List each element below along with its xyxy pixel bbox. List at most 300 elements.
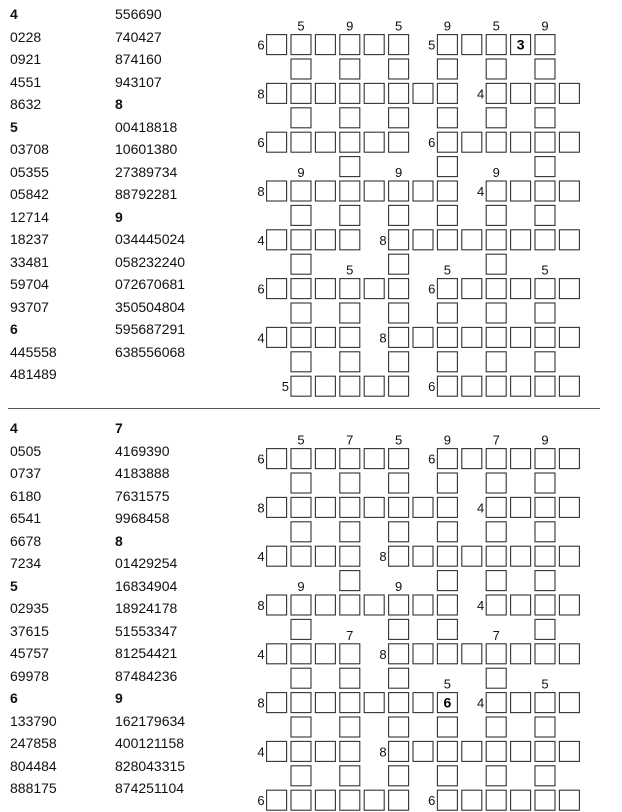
- grid-cell[interactable]: [291, 254, 311, 274]
- grid-cell[interactable]: [267, 595, 287, 615]
- grid-cell[interactable]: [389, 717, 409, 737]
- grid-cell[interactable]: [511, 449, 531, 469]
- grid-cell[interactable]: [486, 644, 506, 664]
- word-entry: 03708: [10, 141, 49, 157]
- grid-cell[interactable]: [364, 595, 384, 615]
- grid-cell[interactable]: [535, 546, 555, 566]
- grid-cell[interactable]: [437, 376, 457, 396]
- word-entry: 05355: [10, 163, 49, 180]
- grid-cell[interactable]: [486, 522, 506, 542]
- grid-cell[interactable]: [535, 205, 555, 225]
- grid-cell[interactable]: [315, 230, 335, 250]
- across-length-label: 4: [257, 330, 265, 346]
- grid-cell[interactable]: [389, 108, 409, 128]
- grid-cell[interactable]: [437, 546, 457, 566]
- grid-cell[interactable]: [291, 181, 311, 201]
- length-header: 6: [10, 690, 18, 706]
- across-length-label: 8: [257, 184, 265, 199]
- grid-cell[interactable]: [340, 352, 360, 372]
- grid-cell[interactable]: [267, 644, 287, 664]
- grid-cell[interactable]: [340, 83, 360, 103]
- grid-cell[interactable]: [267, 497, 287, 517]
- grid-cell[interactable]: [559, 181, 579, 201]
- grid-cell[interactable]: [437, 644, 457, 664]
- grid-cell[interactable]: [267, 327, 287, 347]
- word-entry: 133790: [10, 712, 57, 729]
- grid-cell[interactable]: [535, 693, 555, 713]
- grid-cell[interactable]: [364, 790, 384, 810]
- grid-cell[interactable]: [389, 181, 409, 201]
- grid-cell[interactable]: [315, 327, 335, 347]
- grid-cell[interactable]: [291, 497, 311, 517]
- grid-cell[interactable]: [535, 522, 555, 542]
- grid-cell[interactable]: [389, 619, 409, 639]
- across-length-label: 4: [257, 646, 265, 662]
- grid-cell[interactable]: [364, 693, 384, 713]
- grid-cell[interactable]: [535, 230, 555, 250]
- grid-cell[interactable]: [267, 181, 287, 201]
- grid-cell[interactable]: [340, 303, 360, 323]
- grid-cell[interactable]: [486, 108, 506, 128]
- grid-cell[interactable]: [315, 376, 335, 396]
- grid-cell[interactable]: [389, 254, 409, 274]
- grid-cell[interactable]: [413, 181, 433, 201]
- grid-cell[interactable]: [437, 473, 457, 493]
- word-entry: 943107: [115, 73, 162, 90]
- word-entry: 7234: [10, 555, 42, 571]
- grid-cell[interactable]: [413, 327, 433, 347]
- grid-cell[interactable]: [291, 473, 311, 493]
- grid-cell[interactable]: [511, 181, 531, 201]
- grid-cell[interactable]: [364, 497, 384, 517]
- grid-cell[interactable]: [389, 230, 409, 250]
- grid-cell[interactable]: [511, 741, 531, 761]
- grid-cell[interactable]: [291, 59, 311, 79]
- grid-cell[interactable]: [291, 790, 311, 810]
- grid-cell[interactable]: [364, 449, 384, 469]
- grid-cell[interactable]: [559, 790, 579, 810]
- grid-cell[interactable]: [511, 132, 531, 152]
- grid-cell[interactable]: [462, 741, 482, 761]
- grid-cell[interactable]: [267, 693, 287, 713]
- word-entry: 350504804: [115, 298, 186, 315]
- grid-cell[interactable]: [364, 279, 384, 299]
- grid-cell[interactable]: [315, 741, 335, 761]
- grid-cell[interactable]: [315, 449, 335, 469]
- grid-cell[interactable]: [291, 108, 311, 128]
- grid-cell[interactable]: [267, 449, 287, 469]
- grid-cell[interactable]: [486, 693, 506, 713]
- grid-cell[interactable]: [437, 35, 457, 55]
- grid-cell[interactable]: [340, 497, 360, 517]
- grid-cell[interactable]: [437, 741, 457, 761]
- grid-cell[interactable]: [535, 157, 555, 177]
- grid-cell[interactable]: [535, 59, 555, 79]
- grid-cell[interactable]: [267, 279, 287, 299]
- grid-cell[interactable]: [535, 132, 555, 152]
- grid-cell[interactable]: [315, 181, 335, 201]
- grid-cell[interactable]: [437, 522, 457, 542]
- grid-cell[interactable]: [437, 717, 457, 737]
- word-entry: 00418818: [115, 118, 178, 135]
- grid-cell[interactable]: [486, 497, 506, 517]
- grid-cell[interactable]: [267, 132, 287, 152]
- grid-cell[interactable]: [535, 35, 555, 55]
- grid-cell[interactable]: [291, 717, 311, 737]
- grid-cell[interactable]: [291, 766, 311, 786]
- grid-cell[interactable]: [291, 619, 311, 639]
- grid-cell[interactable]: [486, 83, 506, 103]
- grid-cell[interactable]: [535, 376, 555, 396]
- grid-cell[interactable]: [267, 741, 287, 761]
- word-entry: 804484: [10, 757, 57, 774]
- length-header: 6: [10, 321, 18, 337]
- across-length-label: 4: [476, 500, 485, 516]
- grid-cell[interactable]: [486, 352, 506, 372]
- grid-cell[interactable]: [486, 717, 506, 737]
- grid-cell[interactable]: [340, 230, 360, 250]
- grid-cell[interactable]: [486, 205, 506, 225]
- across-length-label: 6: [428, 135, 436, 151]
- grid-cell[interactable]: [340, 181, 360, 201]
- grid-cell[interactable]: [291, 35, 311, 55]
- grid-cell[interactable]: [291, 376, 311, 396]
- grid-cell[interactable]: [486, 449, 506, 469]
- word-entry: 18924178: [115, 600, 178, 616]
- grid-cell[interactable]: [389, 132, 409, 152]
- grid-cell[interactable]: [389, 352, 409, 372]
- grid-cell[interactable]: [559, 497, 579, 517]
- grid-cell[interactable]: [340, 473, 360, 493]
- grid-cell[interactable]: [291, 205, 311, 225]
- grid-cell[interactable]: [535, 473, 555, 493]
- grid-cell[interactable]: [535, 279, 555, 299]
- grid-cell[interactable]: [462, 327, 482, 347]
- word-entry: 058232240: [115, 253, 186, 270]
- grid-cell[interactable]: [486, 230, 506, 250]
- grid-cell[interactable]: [340, 279, 360, 299]
- grid-cell[interactable]: [511, 693, 531, 713]
- grid-cell[interactable]: [389, 35, 409, 55]
- grid-cell[interactable]: [340, 449, 360, 469]
- grid-cell[interactable]: [486, 668, 506, 688]
- grid-cell[interactable]: [340, 35, 360, 55]
- word-entry: 81254421: [115, 645, 178, 661]
- grid-cell[interactable]: [291, 327, 311, 347]
- grid-cell[interactable]: [291, 132, 311, 152]
- grid-cell[interactable]: [340, 327, 360, 347]
- grid-cell[interactable]: [340, 108, 360, 128]
- grid-cell[interactable]: [413, 741, 433, 761]
- across-length-label: 8: [257, 598, 265, 613]
- grid-cell[interactable]: [437, 205, 457, 225]
- grid-cell[interactable]: [291, 83, 311, 103]
- grid-cell[interactable]: [389, 790, 409, 810]
- grid-cell[interactable]: [559, 546, 579, 566]
- grid-cell[interactable]: [437, 83, 457, 103]
- down-length-label: 7: [492, 432, 500, 448]
- grid-cell[interactable]: [389, 546, 409, 566]
- grid-cell[interactable]: [559, 327, 579, 347]
- grid-cell[interactable]: [486, 327, 506, 347]
- grid-cell[interactable]: [291, 595, 311, 615]
- grid-cell[interactable]: [315, 497, 335, 517]
- word-entry: 445558: [10, 343, 57, 360]
- grid-cell[interactable]: [389, 83, 409, 103]
- grid-cell[interactable]: [535, 497, 555, 517]
- grid-cell[interactable]: [364, 132, 384, 152]
- word-entry: 93707: [10, 298, 49, 315]
- grid-cell[interactable]: [486, 35, 506, 55]
- grid-cell[interactable]: [535, 83, 555, 103]
- grid-cell[interactable]: [291, 741, 311, 761]
- grid-cell[interactable]: [291, 279, 311, 299]
- grid-cell[interactable]: [559, 693, 579, 713]
- across-length-label: 4: [476, 598, 485, 613]
- grid-cell[interactable]: [340, 766, 360, 786]
- grid-cell[interactable]: [462, 230, 482, 250]
- grid-cell[interactable]: [462, 132, 482, 152]
- grid-cell[interactable]: [559, 741, 579, 761]
- down-length-label: 5: [492, 18, 500, 34]
- grid-cell[interactable]: [389, 497, 409, 517]
- grid-cell[interactable]: [291, 449, 311, 469]
- grid-cell[interactable]: [559, 595, 579, 615]
- grid-cell[interactable]: [535, 352, 555, 372]
- grid-cell[interactable]: [437, 59, 457, 79]
- grid-cell[interactable]: [389, 473, 409, 493]
- grid-cell[interactable]: [389, 59, 409, 79]
- down-length-label: 9: [541, 432, 549, 448]
- grid-cell[interactable]: [486, 254, 506, 274]
- grid-cell[interactable]: [389, 327, 409, 347]
- grid-cell[interactable]: [315, 644, 335, 664]
- grid-cell[interactable]: [535, 766, 555, 786]
- grid-cell[interactable]: [340, 693, 360, 713]
- grid-cell[interactable]: [559, 449, 579, 469]
- grid-cell[interactable]: [389, 522, 409, 542]
- grid-cell[interactable]: [340, 741, 360, 761]
- grid-cell[interactable]: [291, 352, 311, 372]
- grid-cell[interactable]: [267, 790, 287, 810]
- grid-cell[interactable]: [437, 303, 457, 323]
- word-entry: 034445024: [115, 231, 186, 247]
- grid-cell[interactable]: [486, 279, 506, 299]
- grid-cell[interactable]: [559, 644, 579, 664]
- grid-cell[interactable]: [511, 230, 531, 250]
- grid-cell[interactable]: [340, 157, 360, 177]
- grid-cell[interactable]: [559, 132, 579, 152]
- grid-cell[interactable]: [267, 546, 287, 566]
- grid-cell[interactable]: [486, 595, 506, 615]
- grid-cell[interactable]: [559, 376, 579, 396]
- grid-cell[interactable]: [413, 644, 433, 664]
- given-digit: 6: [443, 694, 452, 711]
- grid-cell[interactable]: [486, 473, 506, 493]
- grid-cell[interactable]: [486, 766, 506, 786]
- grid-cell[interactable]: [511, 83, 531, 103]
- grid-cell[interactable]: [413, 497, 433, 517]
- across-length-label: 6: [257, 281, 265, 297]
- grid-cell[interactable]: [462, 449, 482, 469]
- grid-cell[interactable]: [486, 132, 506, 152]
- grid-cell[interactable]: [437, 449, 457, 469]
- grid-cell[interactable]: [437, 595, 457, 615]
- grid-cell[interactable]: [340, 522, 360, 542]
- grid-cell[interactable]: [315, 546, 335, 566]
- grid-cell[interactable]: [340, 376, 360, 396]
- down-length-label: 9: [297, 165, 305, 180]
- grid-cell[interactable]: [535, 741, 555, 761]
- grid-cell[interactable]: [486, 376, 506, 396]
- grid-cell[interactable]: [340, 571, 360, 591]
- down-length-label: 9: [443, 432, 452, 448]
- grid-cell[interactable]: [559, 279, 579, 299]
- word-entry: 0505: [10, 442, 42, 459]
- grid-cell[interactable]: [364, 181, 384, 201]
- grid-cell[interactable]: [437, 132, 457, 152]
- crossnumber-grid: [0, 414, 622, 812]
- grid-cell[interactable]: [315, 35, 335, 55]
- across-length-label: 6: [428, 281, 436, 297]
- grid-cell[interactable]: [364, 35, 384, 55]
- grid-cell[interactable]: [291, 230, 311, 250]
- grid-cell[interactable]: [511, 546, 531, 566]
- grid-cell[interactable]: [389, 644, 409, 664]
- grid-cell[interactable]: [511, 595, 531, 615]
- grid-cell[interactable]: [389, 741, 409, 761]
- grid-cell[interactable]: [462, 279, 482, 299]
- grid-cell[interactable]: [389, 449, 409, 469]
- grid-cell[interactable]: [462, 35, 482, 55]
- grid-cell[interactable]: [389, 595, 409, 615]
- grid-cell[interactable]: [389, 303, 409, 323]
- grid-cell[interactable]: [340, 205, 360, 225]
- grid-cell[interactable]: [437, 181, 457, 201]
- grid-cell[interactable]: [389, 279, 409, 299]
- grid-cell[interactable]: [291, 546, 311, 566]
- grid-cell[interactable]: [437, 571, 457, 591]
- grid-cell[interactable]: [559, 230, 579, 250]
- grid-cell[interactable]: [437, 327, 457, 347]
- grid-cell[interactable]: [535, 303, 555, 323]
- grid-cell[interactable]: [340, 717, 360, 737]
- word-entry: 51553347: [115, 622, 178, 639]
- word-entry: 12714: [10, 208, 49, 225]
- grid-cell[interactable]: [437, 790, 457, 810]
- grid-cell[interactable]: [413, 693, 433, 713]
- grid-cell[interactable]: [340, 59, 360, 79]
- grid-cell[interactable]: [437, 497, 457, 517]
- grid-cell[interactable]: [291, 668, 311, 688]
- word-entry: 8632: [10, 96, 42, 112]
- grid-cell[interactable]: [340, 132, 360, 152]
- grid-cell[interactable]: [291, 644, 311, 664]
- grid-cell[interactable]: [267, 83, 287, 103]
- grid-cell[interactable]: [535, 108, 555, 128]
- grid-cell[interactable]: [389, 205, 409, 225]
- grid-cell[interactable]: [340, 644, 360, 664]
- down-length-label: 5: [541, 262, 549, 278]
- grid-cell[interactable]: [437, 766, 457, 786]
- grid-cell[interactable]: [462, 546, 482, 566]
- grid-cell[interactable]: [413, 83, 433, 103]
- grid-cell[interactable]: [389, 693, 409, 713]
- grid-cell[interactable]: [437, 619, 457, 639]
- grid-cell[interactable]: [413, 546, 433, 566]
- grid-cell[interactable]: [437, 279, 457, 299]
- grid-cell[interactable]: [535, 717, 555, 737]
- grid-cell[interactable]: [315, 693, 335, 713]
- across-length-label: 6: [428, 379, 436, 395]
- grid-cell[interactable]: [291, 303, 311, 323]
- grid-cell[interactable]: [486, 181, 506, 201]
- grid-cell[interactable]: [389, 376, 409, 396]
- grid-cell[interactable]: [486, 59, 506, 79]
- grid-cell[interactable]: [535, 790, 555, 810]
- grid-cell[interactable]: [535, 571, 555, 591]
- grid-cell[interactable]: [340, 668, 360, 688]
- grid-cell[interactable]: [535, 595, 555, 615]
- grid-cell[interactable]: [535, 181, 555, 201]
- grid-cell[interactable]: [437, 352, 457, 372]
- grid-cell[interactable]: [437, 157, 457, 177]
- grid-cell[interactable]: [413, 230, 433, 250]
- grid-cell[interactable]: [364, 376, 384, 396]
- grid-cell[interactable]: [511, 644, 531, 664]
- grid-cell[interactable]: [535, 327, 555, 347]
- grid-cell[interactable]: [291, 693, 311, 713]
- down-length-label: 9: [394, 579, 403, 594]
- grid-cell[interactable]: [315, 83, 335, 103]
- grid-cell[interactable]: [267, 230, 287, 250]
- grid-cell[interactable]: [413, 595, 433, 615]
- grid-cell[interactable]: [315, 279, 335, 299]
- grid-cell[interactable]: [315, 790, 335, 810]
- grid-cell[interactable]: [315, 132, 335, 152]
- grid-cell[interactable]: [291, 522, 311, 542]
- grid-cell[interactable]: [511, 279, 531, 299]
- grid-cell[interactable]: [486, 546, 506, 566]
- grid-cell[interactable]: [437, 230, 457, 250]
- grid-cell[interactable]: [535, 644, 555, 664]
- grid-cell[interactable]: [267, 35, 287, 55]
- grid-cell[interactable]: [535, 619, 555, 639]
- grid-cell[interactable]: [462, 644, 482, 664]
- grid-cell[interactable]: [486, 303, 506, 323]
- grid-cell[interactable]: [340, 595, 360, 615]
- grid-cell[interactable]: [486, 571, 506, 591]
- grid-cell[interactable]: [462, 790, 482, 810]
- grid-cell[interactable]: [462, 376, 482, 396]
- grid-cell[interactable]: [511, 376, 531, 396]
- grid-cell[interactable]: [535, 449, 555, 469]
- grid-cell[interactable]: [315, 595, 335, 615]
- grid-cell[interactable]: [486, 741, 506, 761]
- grid-cell[interactable]: [559, 83, 579, 103]
- grid-cell[interactable]: [511, 497, 531, 517]
- grid-cell[interactable]: [364, 83, 384, 103]
- grid-cell[interactable]: [511, 327, 531, 347]
- word-entry: 9968458: [115, 510, 170, 526]
- grid-cell[interactable]: [486, 790, 506, 810]
- grid-cell[interactable]: [340, 546, 360, 566]
- grid-cell[interactable]: [437, 108, 457, 128]
- grid-cell[interactable]: [389, 668, 409, 688]
- grid-cell[interactable]: [389, 766, 409, 786]
- grid-cell[interactable]: [511, 790, 531, 810]
- grid-cell[interactable]: [340, 790, 360, 810]
